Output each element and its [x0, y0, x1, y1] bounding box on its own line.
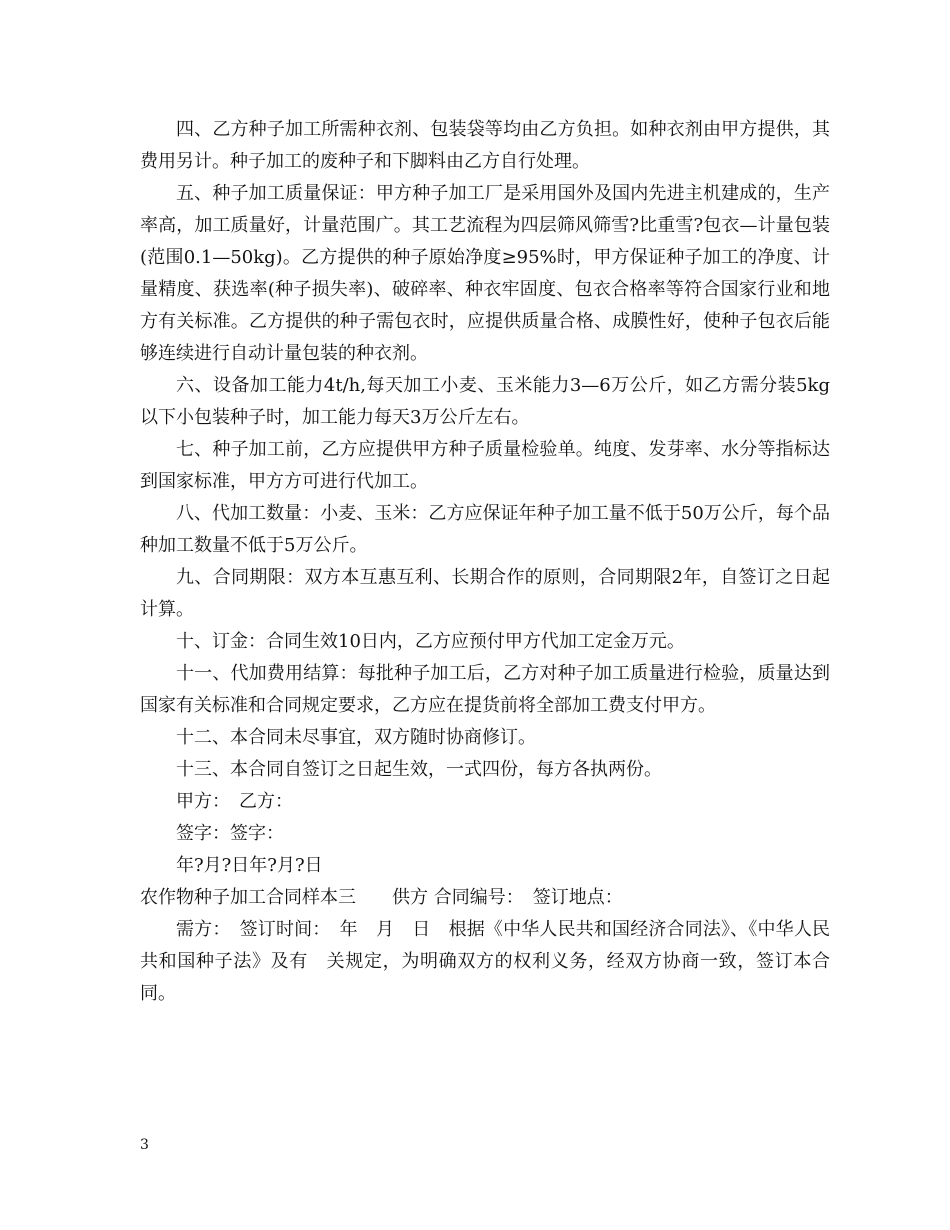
signature-line: 签字：签字： [176, 823, 284, 844]
clause-6: 六、设备加工能力4t/h,每天加工小麦、玉米能力3—6万公斤，如乙方需分装5kg以下小包装种子时，加工能力每天3万公斤左右。 [140, 375, 830, 428]
date-line: 年?月?日年?月?日 [176, 855, 323, 876]
clause-9: 九、合同期限：双方本互惠互利、长期合作的原则，合同期限2年，自签订之日起计算。 [140, 567, 830, 620]
clause-13: 十三、本合同自签订之日起生效，一式四份，每方各执两份。 [176, 759, 662, 780]
clause-7: 七、种子加工前，乙方应提供甲方种子质量检验单。纯度、发芽率、水分等指标达到国家标准，甲方方可进行代加工。 [140, 439, 830, 492]
clause-12: 十二、本合同未尽事宜，双方随时协商修订。 [176, 727, 536, 748]
clause-4: 四、乙方种子加工所需种衣剂、包装袋等均由乙方负担。如种衣剂由甲方提供，其费用另计。种子加工的废种子和下脚料由乙方自行处理。 [140, 119, 830, 172]
clause-5: 五、种子加工质量保证：甲方种子加工厂是采用国外及国内先进主机建成的，生产率高，加工质量好，计量范围广。其工艺流程为四层筛风筛雪?比重雪?包衣—计量包装(范围0.1—50kg)。乙方提供的种子原始净度≥95%时，甲方保证种子加工的净度、计量精度、获选率(种子损失率)、破碎率、种衣牢固度、包衣合格率等符合国家行业和地方有关标准。乙方提供的种子需包衣时，应提供质量合格、成膜性好，使种子包衣后能够连续进行自动计量包装的种衣剂。 [140, 183, 830, 364]
closing-paragraph: 需方： 签订时间： 年 月 日 根据《中华人民共和国经济合同法》、《中华人民共和国种子法》及有 关规定，为明确双方的权利义务，经双方协商一致，签订本合同。 [140, 919, 830, 1004]
document-body [140, 114, 830, 1010]
page-number: 3 [140, 1137, 149, 1153]
clause-11: 十一、代加费用结算：每批种子加工后，乙方对种子加工质量进行检验，质量达到国家有关标准和合同规定要求，乙方应在提货前将全部加工费支付甲方。 [140, 663, 830, 716]
clause-8: 八、代加工数量：小麦、玉米：乙方应保证年种子加工量不低于50万公斤，每个品种加工数量不低于5万公斤。 [140, 503, 830, 556]
sample-heading: 农作物种子加工合同样本三 供方 合同编号： 签订地点： [140, 887, 623, 908]
clause-10: 十、订金：合同生效10日内，乙方应预付甲方代加工定金万元。 [176, 631, 685, 652]
party-line: 甲方： 乙方： [176, 791, 293, 812]
